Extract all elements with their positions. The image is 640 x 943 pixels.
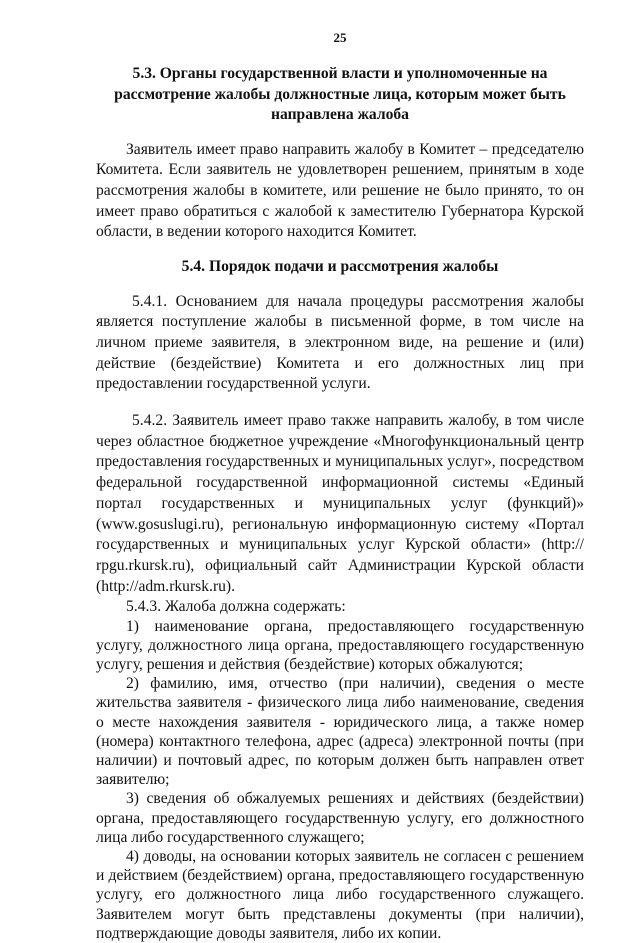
paragraph-5-4-1: 5.4.1. Основанием для начала процедуры рассмотрения жалобы является поступление жалобы в письменной форме, в том числе на личном приеме заявителя, в электронном виде, на решение и (или) действие (бездействие) Комитета и его должностных лиц при предоставлении государственной услуги.	[96, 292, 584, 393]
list-item: 3) сведения об обжалуемых решениях и действиях (бездействии) органа, предоставляющего государственную услугу, его должностного лица либо государственного служащего;	[96, 790, 584, 846]
page-number: 25	[333, 30, 347, 45]
section-5-3-heading: 5.3. Органы государственной власти и уполномоченные на рассмотрение жалобы должностные лица, которым может быть направлена жалоба	[114, 65, 566, 123]
list-item: 1) наименование органа, предоставляющего государственную услугу, должностного лица органа, предоставляющего государственную услугу, решения и действия (бездействие) которых обжалуются;	[96, 617, 584, 673]
paragraph-5-4-2: 5.4.2. Заявитель имеет право также направить жалобу, в том числе через областное бюджетное учреждение «Многофункциональный центр предоставления государственных и муниципальных услуг», посредством федеральной государственной информационной системы «Единый портал государственных и муниципальных услуг (функций)» (www.gosuslugi.ru), региональную информационную систему «Портал государственных и муниципальных услуг Курской области» (http:// rpgu.rkursk.ru), официальный сайт Администрации Курской области (http://adm.rkursk.ru).	[96, 412, 584, 595]
list-item: 2) фамилию, имя, отчество (при наличии), сведения о месте жительства заявителя - физического лица либо наименование, сведения о месте нахождения заявителя - юридического лица, а также номер (номера) контактного телефона, адрес (адреса) электронной почты (при наличии) и почтовый адрес, по которым должен быть направлен ответ заявителю;	[96, 675, 584, 789]
paragraph-5-4-3: 5.4.3. Жалоба должна содержать:	[126, 598, 346, 616]
list-item: 4) доводы, на основании которых заявитель не согласен с решением и действием (бездействием) органа, предоставляющего государственную услугу, его должностного лица либо государственного служащего. Заявителем могут быть представлены документы (при наличии), подтверждающие доводы заявителя, либо их копии.	[96, 848, 584, 942]
section-5-4-heading: 5.4. Порядок подачи и рассмотрения жалобы	[181, 258, 499, 276]
complaint-contents-list	[96, 597, 584, 943]
section-5-3-paragraph: Заявитель имеет право направить жалобу в Комитет – председателю Комитета. Если заявитель не удовлетворен решением, принятым в ходе рассмотрения жалобы в комитете, или решение не было принято, то он имеет право обратиться с жалобой к заместителю Губернатора Курской области, в ведении которого находится Комитет.	[96, 140, 584, 241]
